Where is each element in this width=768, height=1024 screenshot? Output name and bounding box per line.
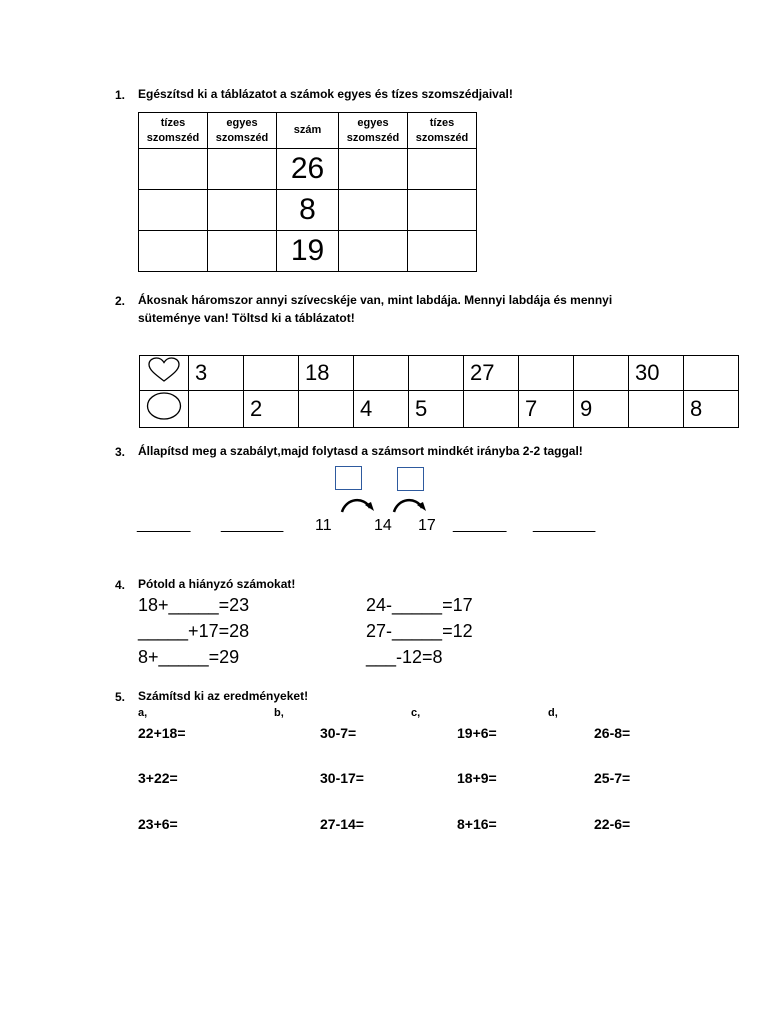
hearts-balls-table <box>139 355 739 428</box>
ball-count-cell: 5 <box>409 391 464 428</box>
answer-cell <box>408 190 477 231</box>
task1-instruction: Egészítsd ki a táblázatot a számok egyes és tízes szomszédjaival! <box>138 87 513 101</box>
number-cell: 8 <box>277 190 339 231</box>
sequence-number: 17 <box>418 517 436 534</box>
calc-exercise: 23+6= <box>138 816 178 832</box>
calc-exercise: 22-6= <box>594 816 631 832</box>
missing-number-equation: _____+17=28 <box>138 621 250 641</box>
sequence-blank: ______ <box>453 516 507 533</box>
heart-count-cell: 30 <box>629 356 684 391</box>
answer-cell <box>408 231 477 272</box>
calc-exercise: 26-8= <box>594 725 631 741</box>
ball-count-cell: 8 <box>684 391 739 428</box>
answer-cell <box>139 231 208 272</box>
calc-exercise: 27-14= <box>320 816 364 832</box>
heart-count-cell <box>409 356 464 391</box>
ball-count-cell: 4 <box>354 391 409 428</box>
ball-count-cell: 7 <box>519 391 574 428</box>
sequence-number: 14 <box>374 517 392 534</box>
ball-count-cell <box>189 391 244 428</box>
ball-count-cell <box>299 391 354 428</box>
column-label-c: c, <box>411 707 421 719</box>
task2-instruction-line2: süteménye van! Töltsd ki a táblázatot! <box>138 311 355 325</box>
ball-count-cell <box>629 391 684 428</box>
arrow-icons <box>336 494 436 518</box>
calc-exercise: 25-7= <box>594 770 631 786</box>
calc-exercise: 8+16= <box>457 816 497 832</box>
calc-exercise: 19+6= <box>457 725 497 741</box>
heart-count-cell: 27 <box>464 356 519 391</box>
neighbors-table <box>138 112 477 272</box>
answer-cell <box>208 190 277 231</box>
heart-count-cell: 18 <box>299 356 354 391</box>
calc-exercise: 30-17= <box>320 770 364 786</box>
number-cell: 26 <box>277 149 339 190</box>
answer-cell <box>139 149 208 190</box>
answer-cell <box>339 190 408 231</box>
calc-exercise: 22+18= <box>138 725 186 741</box>
column-label-a: a, <box>138 707 148 719</box>
missing-number-equation: ___-12=8 <box>366 647 443 667</box>
heart-count-cell <box>574 356 629 391</box>
missing-number-equation: 24-_____=17 <box>366 595 473 615</box>
answer-cell <box>339 149 408 190</box>
missing-number-equation: 18+_____=23 <box>138 595 250 615</box>
task2-instruction-line1: Ákosnak háromszor annyi szívecskéje van, mint labdája. Mennyi labdája és mennyi <box>138 293 613 307</box>
sequence-blank: ______ <box>137 516 191 533</box>
task2-number: 2. <box>115 294 126 308</box>
calc-exercise: 30-7= <box>320 725 357 741</box>
heart-count-cell <box>354 356 409 391</box>
ball-count-cell <box>464 391 519 428</box>
column-label-b: b, <box>274 707 284 719</box>
task5-instruction: Számítsd ki az eredményeket! <box>138 689 309 703</box>
calc-exercise: 18+9= <box>457 770 497 786</box>
sequence-number: 11 <box>315 517 332 534</box>
missing-number-equation: 27-_____=12 <box>366 621 473 641</box>
task4-number: 4. <box>115 578 126 592</box>
ball-icon-cell <box>140 391 189 428</box>
task3-instruction: Állapítsd meg a szabályt,majd folytasd a számsort mindkét irányba 2-2 taggal! <box>138 444 583 458</box>
heart-count-cell <box>684 356 739 391</box>
heart-icon <box>146 356 182 384</box>
ball-count-cell: 9 <box>574 391 629 428</box>
answer-cell <box>339 231 408 272</box>
header-cell: tízes szomszéd <box>139 113 208 149</box>
heart-count-cell <box>519 356 574 391</box>
missing-number-equation: 8+_____=29 <box>138 647 240 667</box>
answer-cell <box>208 231 277 272</box>
answer-cell <box>408 149 477 190</box>
answer-cell <box>139 190 208 231</box>
task1-number: 1. <box>115 88 126 102</box>
header-cell: egyes szomszéd <box>339 113 408 149</box>
heart-count-cell: 3 <box>189 356 244 391</box>
answer-cell <box>208 149 277 190</box>
header-cell: szám <box>277 113 339 149</box>
task3-number: 3. <box>115 445 126 459</box>
ball-count-cell: 2 <box>244 391 299 428</box>
heart-count-cell <box>244 356 299 391</box>
sequence-blank: _______ <box>533 516 596 533</box>
sequence-blank: _______ <box>221 516 284 533</box>
task5-number: 5. <box>115 690 126 704</box>
rule-box-2 <box>397 467 424 491</box>
header-cell: egyes szomszéd <box>208 113 277 149</box>
number-cell: 19 <box>277 231 339 272</box>
ball-icon <box>145 391 183 421</box>
calc-exercise: 3+22= <box>138 770 178 786</box>
heart-icon-cell <box>140 356 189 391</box>
column-label-d: d, <box>548 707 558 719</box>
rule-box-1 <box>335 466 362 490</box>
task4-instruction: Pótold a hiányzó számokat! <box>138 577 296 591</box>
header-cell: tízes szomszéd <box>408 113 477 149</box>
